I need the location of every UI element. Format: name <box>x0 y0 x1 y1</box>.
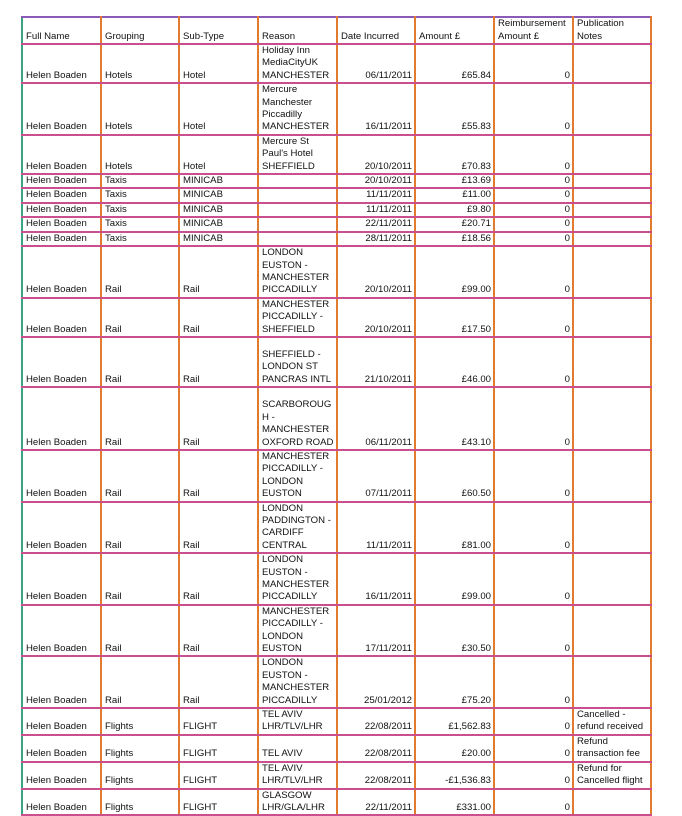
cell-notes: Cancelled - refund received <box>573 708 651 735</box>
table-row <box>22 298 651 337</box>
cell-amount: £331.00 <box>415 789 494 816</box>
cell-amount: £75.20 <box>415 656 494 708</box>
cell-grouping: Taxis <box>101 174 179 188</box>
cell-notes <box>573 217 651 231</box>
cell-reimbursement: 0 <box>494 656 573 708</box>
cell-grouping: Hotels <box>101 44 179 83</box>
cell-amount: £20.71 <box>415 217 494 231</box>
cell-grouping: Rail <box>101 656 179 708</box>
cell-reimbursement: 0 <box>494 735 573 762</box>
cell-amount: £60.50 <box>415 450 494 502</box>
cell-grouping: Rail <box>101 502 179 554</box>
cell-sub-type: Rail <box>179 502 258 554</box>
cell-date: 11/11/2011 <box>337 203 415 217</box>
cell-full-name: Helen Boaden <box>22 789 101 816</box>
table-row <box>22 203 651 217</box>
cell-full-name: Helen Boaden <box>22 502 101 554</box>
cell-notes <box>573 83 651 135</box>
cell-full-name: Helen Boaden <box>22 762 101 789</box>
cell-grouping: Rail <box>101 298 179 337</box>
cell-date: 06/11/2011 <box>337 387 415 450</box>
cell-date: 20/10/2011 <box>337 298 415 337</box>
cell-reason <box>258 188 337 202</box>
cell-full-name: Helen Boaden <box>22 188 101 202</box>
cell-date: 16/11/2011 <box>337 553 415 605</box>
cell-reason <box>258 217 337 231</box>
table-row <box>22 553 651 605</box>
cell-amount: £81.00 <box>415 502 494 554</box>
cell-notes <box>573 553 651 605</box>
cell-full-name: Helen Boaden <box>22 246 101 298</box>
cell-date: 22/08/2011 <box>337 708 415 735</box>
cell-reason: Mercure St Paul's Hotel SHEFFIELD <box>258 135 337 174</box>
cell-notes <box>573 44 651 83</box>
cell-date: 16/11/2011 <box>337 83 415 135</box>
table-row <box>22 656 651 708</box>
cell-full-name: Helen Boaden <box>22 337 101 387</box>
cell-full-name: Helen Boaden <box>22 135 101 174</box>
cell-reimbursement: 0 <box>494 708 573 735</box>
cell-reimbursement: 0 <box>494 337 573 387</box>
cell-reimbursement: 0 <box>494 298 573 337</box>
cell-date: 11/11/2011 <box>337 188 415 202</box>
cell-grouping: Rail <box>101 387 179 450</box>
cell-full-name: Helen Boaden <box>22 735 101 762</box>
cell-amount: -£1,536.83 <box>415 762 494 789</box>
cell-sub-type: Rail <box>179 298 258 337</box>
cell-grouping: Flights <box>101 708 179 735</box>
cell-notes <box>573 605 651 657</box>
cell-reason <box>258 174 337 188</box>
table-row <box>22 83 651 135</box>
col-header: Full Name <box>22 17 101 44</box>
cell-reimbursement: 0 <box>494 83 573 135</box>
header-row <box>22 17 651 44</box>
cell-grouping: Rail <box>101 450 179 502</box>
col-header: Amount £ <box>415 17 494 44</box>
expenses-sheet <box>21 16 652 816</box>
cell-sub-type: MINICAB <box>179 232 258 246</box>
cell-reason: SHEFFIELD - LONDON ST PANCRAS INTL <box>258 337 337 387</box>
cell-reimbursement: 0 <box>494 44 573 83</box>
cell-notes <box>573 656 651 708</box>
expenses-table <box>21 16 652 816</box>
cell-amount: £9.80 <box>415 203 494 217</box>
cell-full-name: Helen Boaden <box>22 656 101 708</box>
cell-date: 28/11/2011 <box>337 232 415 246</box>
table-row <box>22 44 651 83</box>
cell-notes <box>573 337 651 387</box>
cell-amount: £1,562.83 <box>415 708 494 735</box>
cell-reason <box>258 203 337 217</box>
table-row <box>22 789 651 816</box>
cell-sub-type: MINICAB <box>179 188 258 202</box>
cell-date: 22/08/2011 <box>337 735 415 762</box>
cell-date: 22/11/2011 <box>337 217 415 231</box>
cell-grouping: Rail <box>101 553 179 605</box>
cell-reason: LONDON EUSTON - MANCHESTER PICCADILLY <box>258 246 337 298</box>
cell-date: 20/10/2011 <box>337 174 415 188</box>
cell-notes <box>573 450 651 502</box>
cell-date: 11/11/2011 <box>337 502 415 554</box>
cell-notes <box>573 203 651 217</box>
cell-full-name: Helen Boaden <box>22 553 101 605</box>
cell-notes <box>573 298 651 337</box>
cell-notes <box>573 502 651 554</box>
cell-reimbursement: 0 <box>494 188 573 202</box>
cell-amount: £65.84 <box>415 44 494 83</box>
cell-reason: TEL AVIV LHR/TLV/LHR <box>258 708 337 735</box>
col-header: Date Incurred <box>337 17 415 44</box>
cell-grouping: Flights <box>101 762 179 789</box>
cell-full-name: Helen Boaden <box>22 203 101 217</box>
cell-reason: LONDON EUSTON - MANCHESTER PICCADILLY <box>258 656 337 708</box>
cell-sub-type: Rail <box>179 656 258 708</box>
cell-notes <box>573 789 651 816</box>
cell-full-name: Helen Boaden <box>22 298 101 337</box>
cell-notes <box>573 387 651 450</box>
cell-full-name: Helen Boaden <box>22 387 101 450</box>
cell-notes <box>573 232 651 246</box>
cell-sub-type: Rail <box>179 450 258 502</box>
cell-sub-type: FLIGHT <box>179 708 258 735</box>
cell-grouping: Taxis <box>101 188 179 202</box>
cell-amount: £70.83 <box>415 135 494 174</box>
cell-full-name: Helen Boaden <box>22 232 101 246</box>
cell-reason: MANCHESTER PICCADILLY - LONDON EUSTON <box>258 450 337 502</box>
cell-reason: Holiday Inn MediaCityUK MANCHESTER <box>258 44 337 83</box>
cell-date: 06/11/2011 <box>337 44 415 83</box>
cell-date: 17/11/2011 <box>337 605 415 657</box>
table-row <box>22 502 651 554</box>
cell-date: 25/01/2012 <box>337 656 415 708</box>
cell-date: 21/10/2011 <box>337 337 415 387</box>
cell-sub-type: Rail <box>179 605 258 657</box>
cell-reason: LONDON EUSTON - MANCHESTER PICCADILLY <box>258 553 337 605</box>
cell-reimbursement: 0 <box>494 217 573 231</box>
cell-amount: £17.50 <box>415 298 494 337</box>
cell-amount: £43.10 <box>415 387 494 450</box>
cell-notes <box>573 135 651 174</box>
cell-full-name: Helen Boaden <box>22 44 101 83</box>
cell-reason: GLASGOW LHR/GLA/LHR <box>258 789 337 816</box>
cell-reimbursement: 0 <box>494 387 573 450</box>
cell-full-name: Helen Boaden <box>22 174 101 188</box>
cell-reason: TEL AVIV LHR/TLV/LHR <box>258 762 337 789</box>
cell-notes <box>573 174 651 188</box>
cell-grouping: Taxis <box>101 232 179 246</box>
table-row <box>22 135 651 174</box>
table-row <box>22 188 651 202</box>
cell-reason: SCARBOROUGH - MANCHESTER OXFORD ROAD <box>258 387 337 450</box>
cell-reimbursement: 0 <box>494 762 573 789</box>
table-row <box>22 450 651 502</box>
cell-reimbursement: 0 <box>494 605 573 657</box>
cell-reimbursement: 0 <box>494 232 573 246</box>
cell-date: 22/11/2011 <box>337 789 415 816</box>
cell-reason: MANCHESTER PICCADILLY - LONDON EUSTON <box>258 605 337 657</box>
cell-notes <box>573 246 651 298</box>
cell-sub-type: Hotel <box>179 135 258 174</box>
cell-date: 07/11/2011 <box>337 450 415 502</box>
table-row <box>22 762 651 789</box>
cell-notes: Refund transaction fee <box>573 735 651 762</box>
cell-sub-type: Rail <box>179 553 258 605</box>
cell-grouping: Hotels <box>101 135 179 174</box>
table-row <box>22 174 651 188</box>
cell-full-name: Helen Boaden <box>22 605 101 657</box>
cell-date: 20/10/2011 <box>337 135 415 174</box>
cell-date: 22/08/2011 <box>337 762 415 789</box>
cell-grouping: Hotels <box>101 83 179 135</box>
cell-amount: £13.69 <box>415 174 494 188</box>
col-header: Reimbursement Amount £ <box>494 17 573 44</box>
cell-reason: MANCHESTER PICCADILLY - SHEFFIELD <box>258 298 337 337</box>
cell-reimbursement: 0 <box>494 502 573 554</box>
table-row <box>22 337 651 387</box>
cell-reimbursement: 0 <box>494 450 573 502</box>
cell-notes <box>573 188 651 202</box>
cell-sub-type: Hotel <box>179 44 258 83</box>
cell-sub-type: FLIGHT <box>179 789 258 816</box>
cell-sub-type: MINICAB <box>179 217 258 231</box>
cell-full-name: Helen Boaden <box>22 83 101 135</box>
cell-grouping: Rail <box>101 246 179 298</box>
cell-sub-type: Rail <box>179 337 258 387</box>
cell-grouping: Rail <box>101 337 179 387</box>
cell-grouping: Taxis <box>101 203 179 217</box>
table-row <box>22 232 651 246</box>
cell-grouping: Rail <box>101 605 179 657</box>
cell-amount: £20.00 <box>415 735 494 762</box>
table-row <box>22 708 651 735</box>
cell-date: 20/10/2011 <box>337 246 415 298</box>
cell-sub-type: FLIGHT <box>179 735 258 762</box>
col-header: Reason <box>258 17 337 44</box>
cell-amount: £55.83 <box>415 83 494 135</box>
cell-amount: £18.56 <box>415 232 494 246</box>
cell-sub-type: Rail <box>179 246 258 298</box>
col-header: Publication Notes <box>573 17 651 44</box>
cell-notes: Refund for Cancelled flight <box>573 762 651 789</box>
cell-sub-type: MINICAB <box>179 174 258 188</box>
cell-reason: LONDON PADDINGTON - CARDIFF CENTRAL <box>258 502 337 554</box>
table-row <box>22 387 651 450</box>
cell-grouping: Taxis <box>101 217 179 231</box>
cell-reason: TEL AVIV <box>258 735 337 762</box>
cell-full-name: Helen Boaden <box>22 450 101 502</box>
table-row <box>22 605 651 657</box>
cell-full-name: Helen Boaden <box>22 217 101 231</box>
cell-full-name: Helen Boaden <box>22 708 101 735</box>
cell-amount: £46.00 <box>415 337 494 387</box>
cell-sub-type: FLIGHT <box>179 762 258 789</box>
col-header: Sub-Type <box>179 17 258 44</box>
cell-amount: £30.50 <box>415 605 494 657</box>
cell-reimbursement: 0 <box>494 203 573 217</box>
cell-grouping: Flights <box>101 735 179 762</box>
cell-sub-type: Rail <box>179 387 258 450</box>
cell-reimbursement: 0 <box>494 246 573 298</box>
col-header: Grouping <box>101 17 179 44</box>
cell-sub-type: Hotel <box>179 83 258 135</box>
cell-sub-type: MINICAB <box>179 203 258 217</box>
cell-amount: £11.00 <box>415 188 494 202</box>
cell-reason <box>258 232 337 246</box>
cell-grouping: Flights <box>101 789 179 816</box>
cell-amount: £99.00 <box>415 553 494 605</box>
cell-reimbursement: 0 <box>494 174 573 188</box>
cell-reason: Mercure Manchester Piccadilly MANCHESTER <box>258 83 337 135</box>
table-row <box>22 735 651 762</box>
cell-reimbursement: 0 <box>494 789 573 816</box>
cell-reimbursement: 0 <box>494 135 573 174</box>
cell-reimbursement: 0 <box>494 553 573 605</box>
cell-amount: £99.00 <box>415 246 494 298</box>
table-row <box>22 217 651 231</box>
table-row <box>22 246 651 298</box>
